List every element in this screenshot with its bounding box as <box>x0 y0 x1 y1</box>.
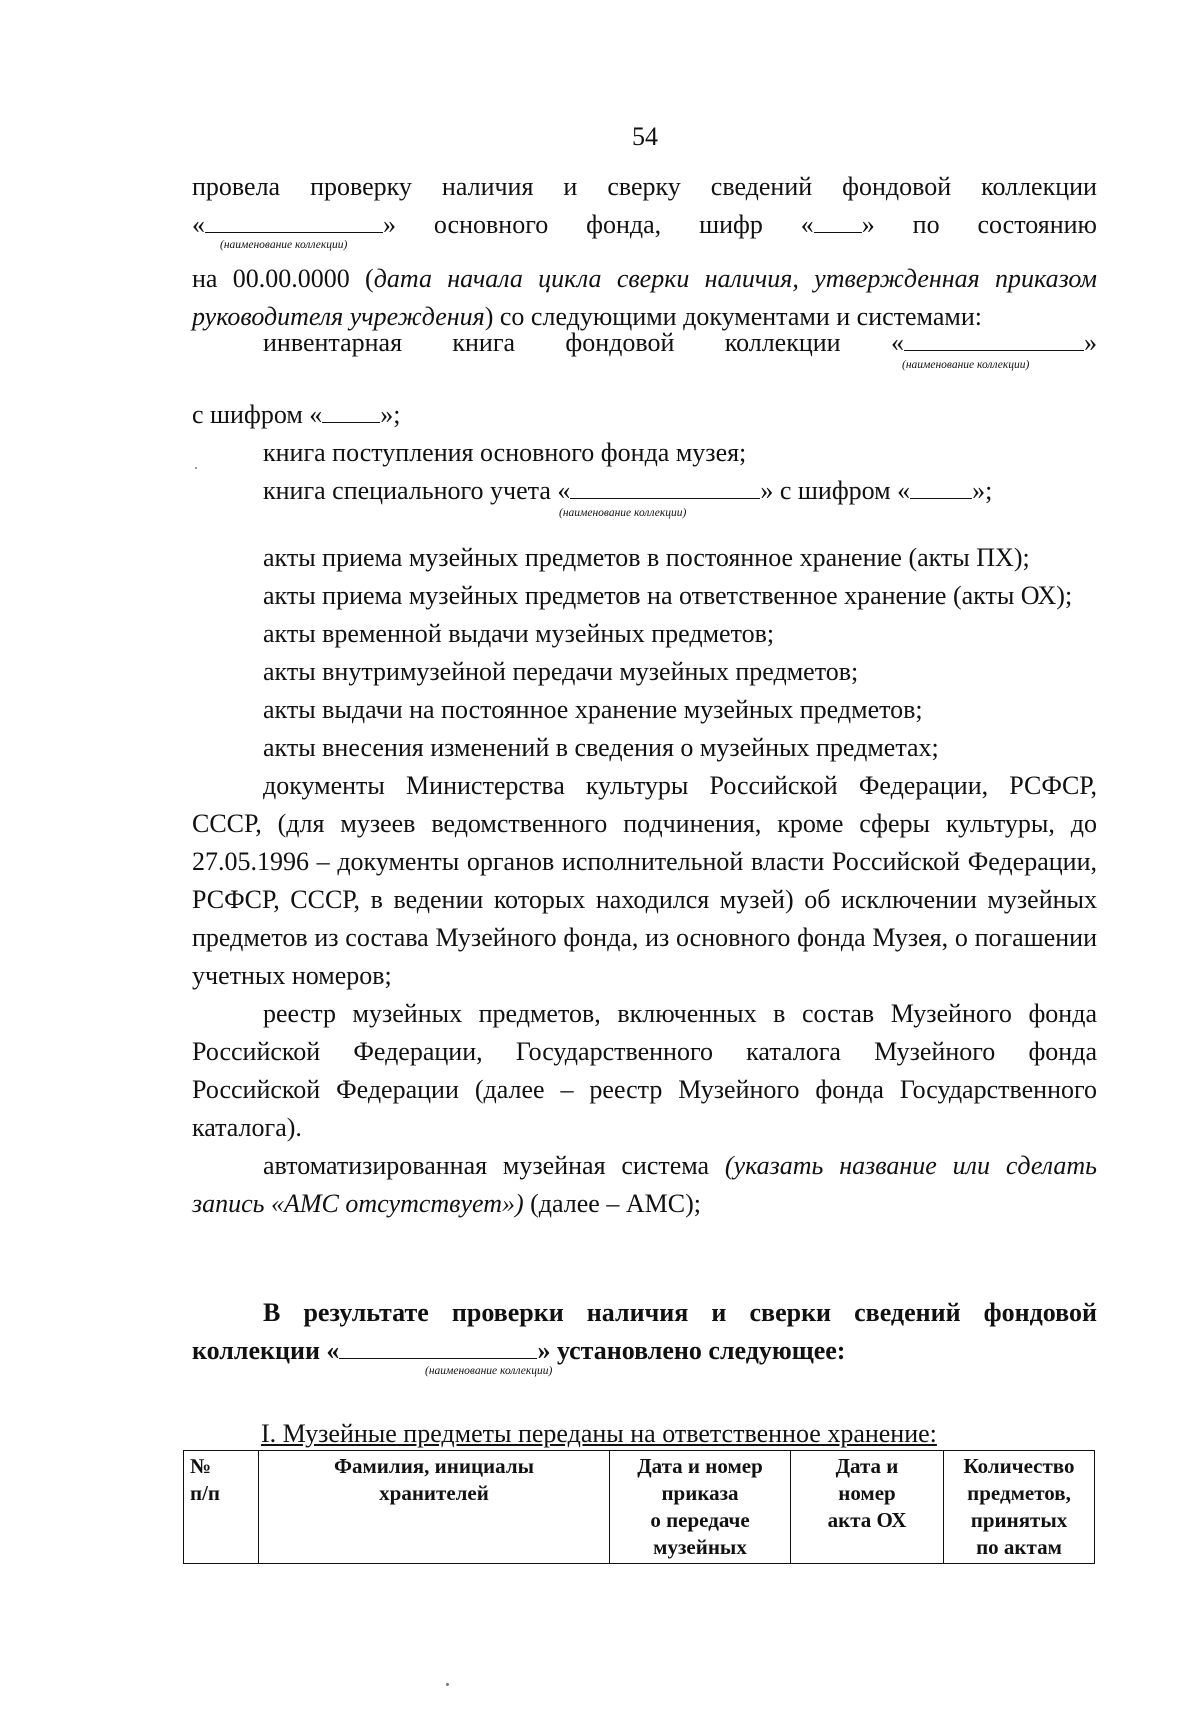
inventory-collection-blank: « » <box>891 324 1097 362</box>
list-item: акты выдачи на постоянное хранение музейных предметов; <box>263 695 923 724</box>
page-number: 54 <box>632 122 658 151</box>
list-item: документы Министерства культуры Российской Федерации, РСФСР, СССР, (для музеев ведомственного подчинения, кроме сферы культуры, до 27.05.1996 – документы органов исполнительной власти Российской Федерации, РСФСР, СССР, в ведении которых находился музей) об исключении музейных предметов из состава Музейного фонда, из основного фонда Музея, о погашении учетных номеров; <box>192 771 1097 990</box>
collection-name-blank: « » <box>192 206 396 244</box>
result-caption: (наименование коллекции) <box>425 1365 553 1377</box>
table-header-row <box>184 1451 1095 1564</box>
list-item: акты внесения изменений в сведения о музейных предметах; <box>263 733 939 762</box>
intro-line-2: « » основного фонда, шифр « » по состоянию (наименование коллекции) <box>192 206 1097 244</box>
result-heading: В результате проверки наличия и сверки сведений фондовой коллекции « » установлено следующее: (наименование коллекции) <box>192 1298 1097 1377</box>
inventory-cipher: с шифром « »; <box>192 396 1097 434</box>
documents-list <box>192 539 1097 1223</box>
header-quantity: Количество предметов, принятых по актам <box>944 1451 1095 1564</box>
scan-speck <box>446 1683 449 1686</box>
custody-table <box>183 1450 1095 1564</box>
list-item: реестр музейных предметов, включенных в состав Музейного фонда Российской Федерации, Государственного каталога Музейного фонда Российской Федерации (далее – реестр Музейного фонда Государственного каталога). <box>192 999 1097 1142</box>
intro-paragraph <box>192 168 1097 336</box>
inventory-book-item: инвентарная книга фондовой коллекции « » (наименование коллекции) с шифром « »; <box>192 324 1097 434</box>
list-item: акты временной выдачи музейных предметов; <box>263 619 775 648</box>
section-1-title: I. Музейные предметы переданы на ответственное хранение: <box>261 1419 937 1448</box>
collection-name-caption: (наименование коллекции) <box>220 239 348 251</box>
intro-line-3: на 00.00.0000 (дата начала цикла сверки наличия, утвержденная приказом руководителя учреждения) со следующими документами и системами: <box>192 264 1097 331</box>
inventory-caption: (наименование коллекции) <box>902 359 1030 371</box>
header-act: Дата и номер акта ОХ <box>791 1451 944 1564</box>
scan-speck <box>195 467 197 469</box>
header-order: Дата и номер приказа о передаче музейных <box>610 1451 791 1564</box>
list-item: акты внутримузейной передачи музейных предметов; <box>263 657 859 686</box>
special-book-caption: (наименование коллекции) <box>559 507 687 519</box>
list-item: акты приема музейных предметов в постоянное хранение (акты ПХ); <box>263 543 1030 572</box>
header-keepers: Фамилия, инициалы хранителей <box>259 1451 610 1564</box>
receipt-book-item: книга поступления основного фонда музея; <box>263 438 747 467</box>
special-book-item: книга специального учета « » с шифром « »; (наименование коллекции) <box>192 472 1097 510</box>
header-number: № п/п <box>184 1451 259 1564</box>
cipher-blank: « » <box>801 206 875 244</box>
list-item: акты приема музейных предметов на ответственное хранение (акты ОХ); <box>263 581 1073 610</box>
ams-item: автоматизированная музейная система (указать название или сделать запись «АМС отсутствует») (далее – АМС); <box>192 1151 1097 1218</box>
intro-line-1: провела проверку наличия и сверку сведений фондовой коллекции <box>192 172 1097 201</box>
